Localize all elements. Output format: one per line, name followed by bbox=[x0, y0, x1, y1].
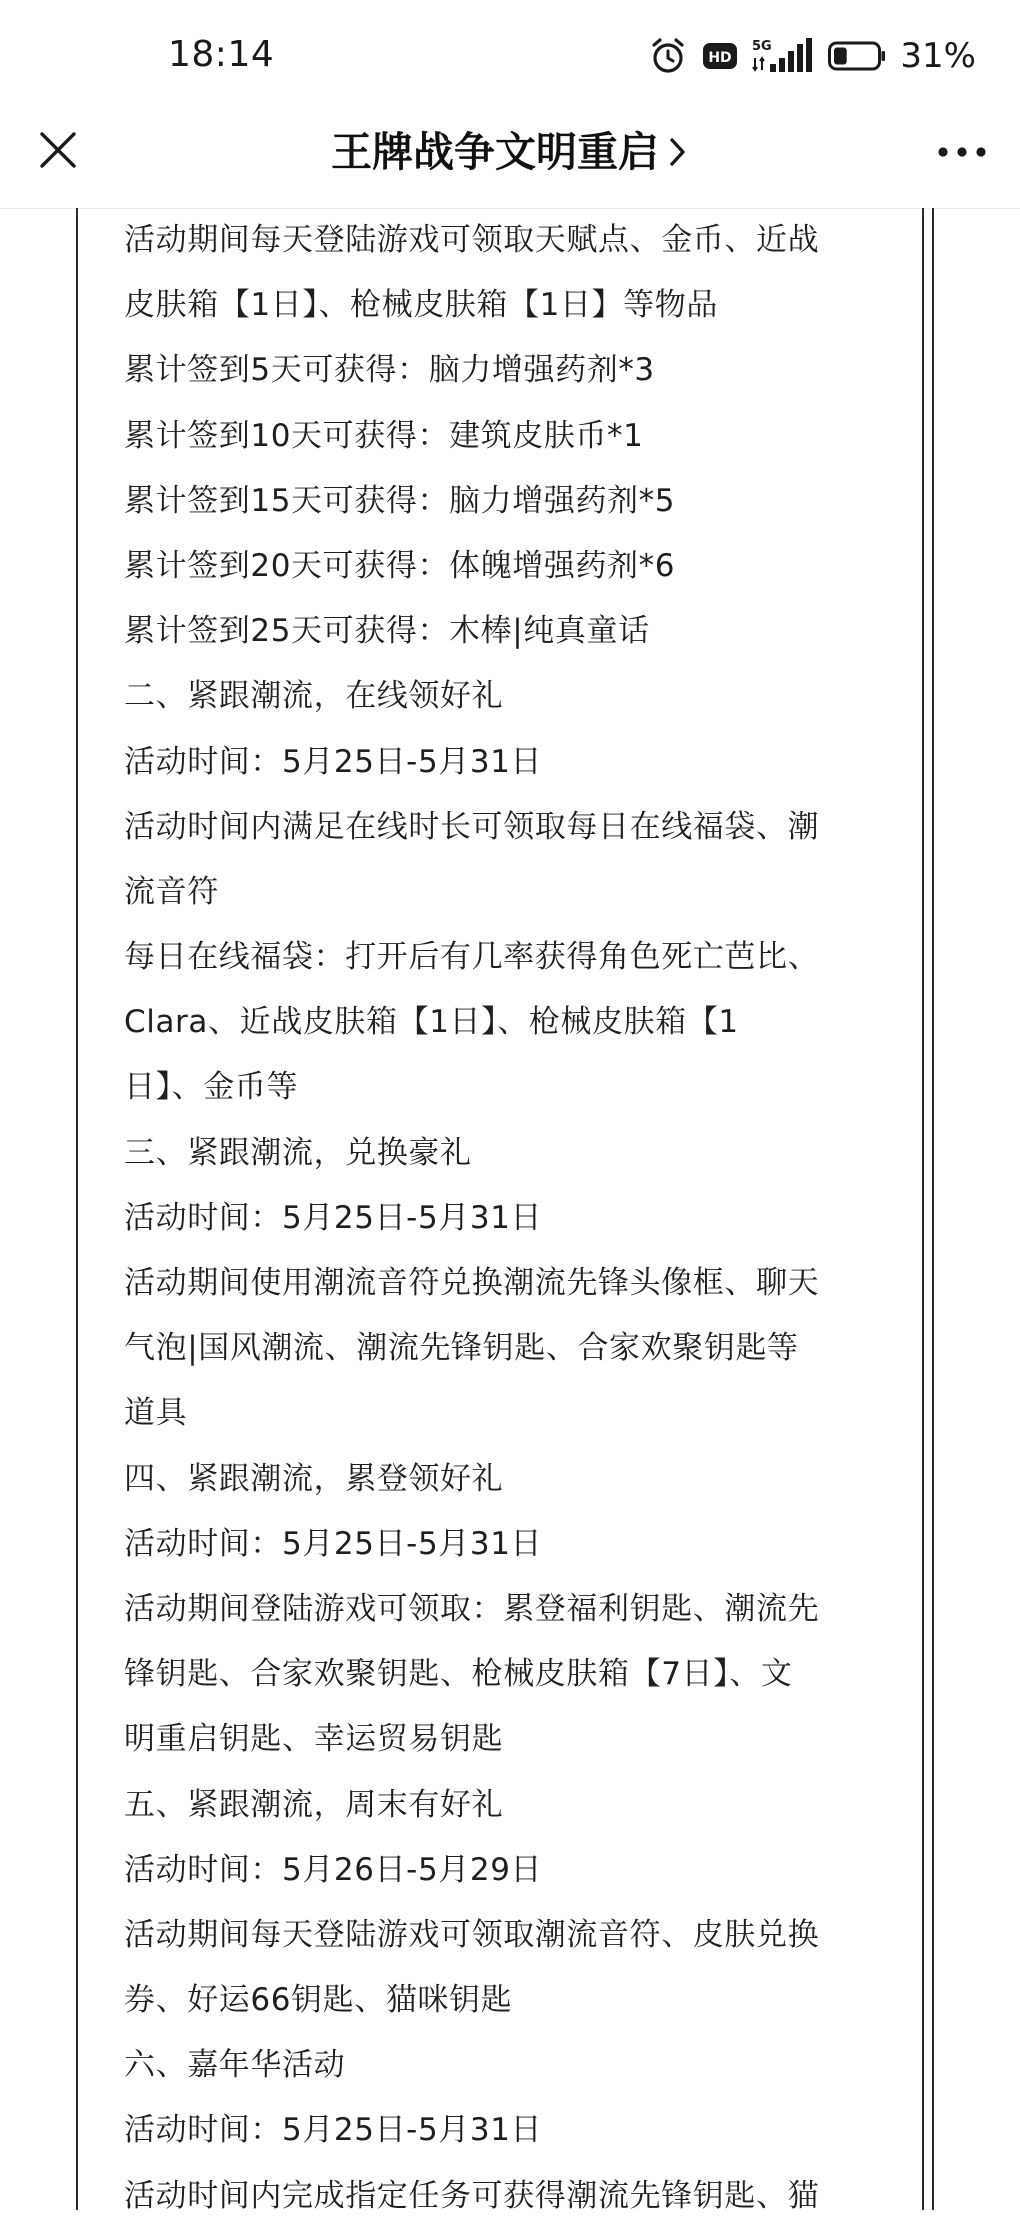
article-line: 日】、金币等 bbox=[124, 1069, 299, 1106]
article-line: 活动期间使用潮流音符兑换潮流先锋头像框、聊天 bbox=[124, 1265, 820, 1301]
page-title[interactable] bbox=[0, 122, 1020, 185]
article-line: 三、紧跟潮流，兑换豪礼 bbox=[124, 1134, 472, 1171]
nav-header bbox=[0, 100, 1020, 209]
article-line: 活动时间：5月25日-5月31日 bbox=[124, 743, 543, 780]
article-line: 流音符 bbox=[124, 873, 219, 910]
more-button[interactable] bbox=[930, 122, 994, 182]
chevron-right-icon bbox=[667, 125, 689, 185]
hd-icon bbox=[702, 40, 738, 72]
article-line: 五、紧跟潮流，周末有好礼 bbox=[124, 1786, 504, 1823]
status-icons bbox=[648, 34, 976, 78]
article-line: 累计签到25天可获得：木棒|纯真童话 bbox=[124, 613, 650, 650]
article-line: 活动期间每天登陆游戏可领取天赋点、金币、近战 bbox=[124, 222, 820, 258]
article-line: 活动时间：5月25日-5月31日 bbox=[124, 2112, 543, 2149]
article-line: 气泡|国风潮流、潮流先锋钥匙、合家欢聚钥匙等 bbox=[124, 1330, 799, 1367]
article-line: 活动期间每天登陆游戏可领取潮流音符、皮肤兑换 bbox=[124, 1916, 820, 1953]
article-line: 明重启钥匙、幸运贸易钥匙 bbox=[124, 1721, 504, 1758]
network-label: 5G bbox=[752, 39, 773, 54]
article-line: 活动时间：5月25日-5月31日 bbox=[124, 1199, 543, 1236]
article-line: 累计签到5天可获得：脑力增强药剂*3 bbox=[124, 352, 655, 389]
article-line: 累计签到10天可获得：建筑皮肤币*1 bbox=[124, 417, 644, 454]
article-line: 二、紧跟潮流，在线领好礼 bbox=[124, 678, 504, 715]
article-line: 活动时间内满足在线时长可领取每日在线福袋、潮 bbox=[124, 808, 820, 845]
article-line: 皮肤箱【1日】、枪械皮肤箱【1日】等物品 bbox=[124, 287, 718, 324]
article-line: 锋钥匙、合家欢聚钥匙、枪械皮肤箱【7日】、文 bbox=[124, 1656, 793, 1693]
signal-5g-icon bbox=[752, 36, 814, 76]
article-line: 每日在线福袋：打开后有几率获得角色死亡芭比、 bbox=[124, 939, 820, 976]
hd-label: HD bbox=[708, 50, 733, 66]
article-line: 活动期间登陆游戏可领取：累登福利钥匙、潮流先 bbox=[124, 1590, 820, 1627]
battery-percent: 31% bbox=[900, 36, 976, 76]
article-line: 累计签到20天可获得：体魄增强药剂*6 bbox=[124, 547, 676, 584]
article-line: 四、紧跟潮流，累登领好礼 bbox=[124, 1460, 504, 1497]
article-line: 六、嘉年华活动 bbox=[124, 2047, 346, 2084]
alarm-icon bbox=[648, 36, 688, 76]
article-line: 活动时间：5月25日-5月31日 bbox=[124, 1525, 543, 1562]
article-line: 累计签到15天可获得：脑力增强药剂*5 bbox=[124, 482, 676, 519]
battery-icon bbox=[828, 41, 886, 71]
article-line: 活动时间：5月26日-5月29日 bbox=[124, 1851, 543, 1888]
article-line: Clara、近战皮肤箱【1日】、枪械皮肤箱【1 bbox=[124, 1004, 739, 1041]
article-line: 活动时间内完成指定任务可获得潮流先锋钥匙、猫 bbox=[124, 2177, 820, 2214]
article-line: 券、好运66钥匙、猫咪钥匙 bbox=[124, 1982, 513, 2019]
more-icon bbox=[937, 143, 987, 162]
status-time: 18:14 bbox=[168, 34, 275, 75]
page-title-text: 王牌战争文明重启 bbox=[331, 128, 659, 176]
article-body bbox=[124, 208, 894, 2229]
article-line: 道具 bbox=[124, 1395, 188, 1432]
